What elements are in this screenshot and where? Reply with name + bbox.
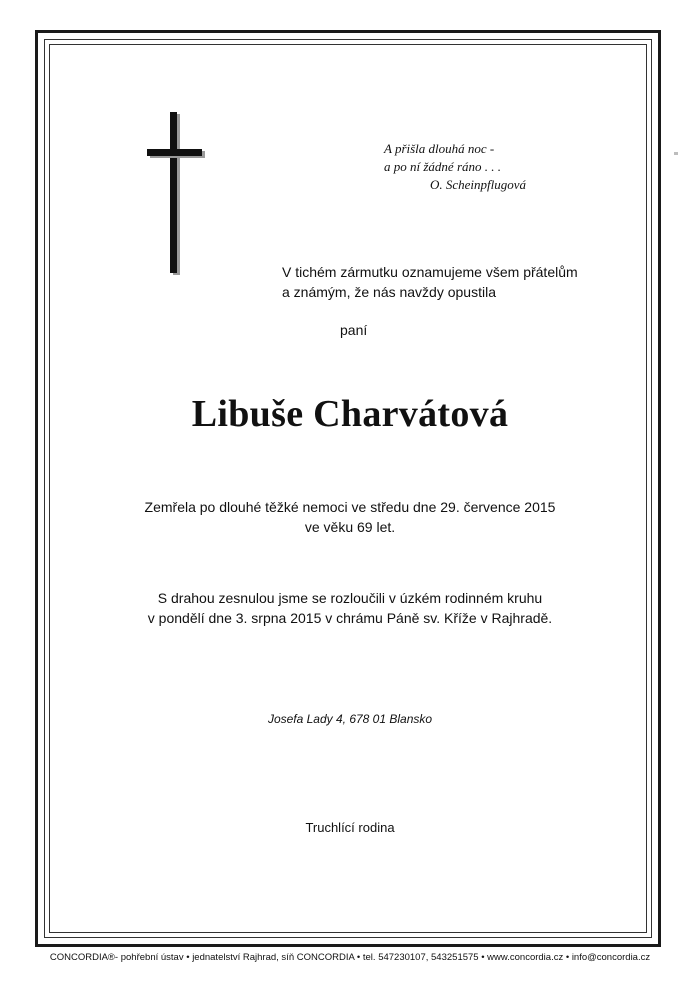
poem-line-2: a po ní žádné ráno . . .	[384, 159, 501, 174]
inner-border	[49, 44, 647, 933]
title-word: paní	[340, 322, 368, 338]
death-line-2: ve věku 69 let.	[304, 519, 396, 535]
cross-vertical-bar	[170, 112, 177, 273]
deceased-name: Libuše Charvátová	[191, 393, 509, 435]
cross-horizontal-bar	[147, 149, 202, 156]
poem-line-1: A přišla dlouhá noc -	[384, 141, 495, 156]
announcement-line-2: a známým, že nás navždy opustila	[282, 284, 496, 300]
death-notice	[0, 497, 700, 537]
poem-quote	[384, 140, 526, 194]
funeral-notice	[0, 588, 700, 628]
signature: Truchlící rodina	[305, 820, 395, 835]
address: Josefa Lady 4, 678 01 Blansko	[267, 712, 433, 726]
scan-speck	[674, 152, 678, 155]
announcement-line-1: V tichém zármutku oznamujeme všem přátelům	[282, 264, 578, 280]
death-line-1: Zemřela po dlouhé těžké nemoci ve středu dne 29. července 2015	[144, 499, 556, 515]
footer-info: CONCORDIA®- pohřební ústav • jednatelství Rajhrad, síň CONCORDIA • tel. 547230107, 543251575 • www.concordia.cz • info@concordia.cz	[49, 952, 651, 963]
funeral-line-1: S drahou zesnulou jsme se rozloučili v úzkém rodinném kruhu	[157, 590, 543, 606]
funeral-line-2: v pondělí dne 3. srpna 2015 v chrámu Páně sv. Kříže v Rajhradě.	[147, 610, 553, 626]
announcement-text	[282, 262, 578, 302]
poem-author: O. Scheinpflugová	[430, 177, 527, 192]
